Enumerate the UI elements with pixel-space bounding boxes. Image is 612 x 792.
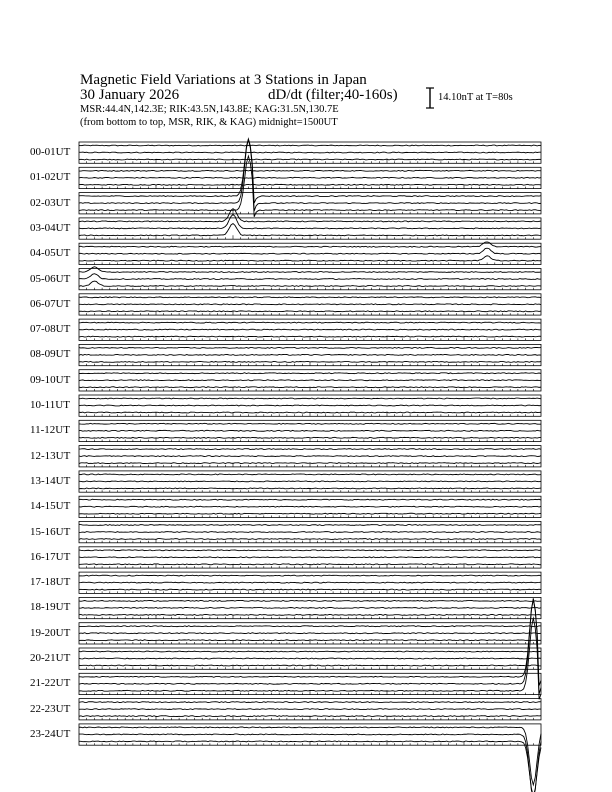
trace-msr bbox=[79, 463, 541, 464]
hour-label: 10-11UT bbox=[30, 399, 70, 411]
trace-kag bbox=[79, 423, 541, 424]
trace-msr bbox=[79, 184, 541, 185]
trace-msr bbox=[79, 437, 541, 438]
trace-msr bbox=[79, 589, 541, 590]
trace-kag bbox=[79, 525, 541, 526]
trace-rik bbox=[79, 506, 541, 507]
scale-label: 14.10nT at T=80s bbox=[438, 92, 513, 103]
trace-kag bbox=[79, 474, 541, 475]
hour-label: 03-04UT bbox=[30, 221, 71, 234]
trace-rik bbox=[79, 658, 541, 659]
trace-kag bbox=[79, 702, 541, 703]
hour-label: 12-13UT bbox=[30, 449, 71, 462]
trace-rik bbox=[79, 481, 541, 482]
hour-label: 18-19UT bbox=[30, 601, 71, 614]
trace-kag bbox=[79, 170, 541, 171]
trace-rik bbox=[79, 456, 541, 457]
hour-label: 00-01UT bbox=[30, 146, 71, 158]
trace-msr bbox=[79, 387, 541, 388]
trace-kag bbox=[79, 398, 541, 399]
trace-kag bbox=[79, 575, 541, 576]
hour-label: 19-20UT bbox=[30, 626, 71, 639]
trace-kag bbox=[79, 626, 541, 627]
station-coordinates: MSR:44.4N,142.3E; RIK:43.5N,143.8E; KAG:31.5N,130.7E bbox=[80, 104, 339, 115]
trace-kag bbox=[79, 600, 541, 601]
trace-kag bbox=[79, 449, 541, 450]
hour-label: 08-09UT bbox=[30, 348, 71, 361]
trace-rik bbox=[79, 709, 541, 710]
trace-rik bbox=[79, 598, 541, 694]
hour-label: 05-06UT bbox=[30, 272, 71, 285]
trace-rik bbox=[79, 354, 541, 355]
trace-rik bbox=[79, 557, 541, 558]
trace-kag bbox=[79, 550, 541, 551]
hour-label: 21-22UT bbox=[30, 677, 71, 690]
chart-date: 30 January 2026 bbox=[80, 87, 180, 103]
trace-rik bbox=[79, 430, 541, 431]
trace-msr bbox=[79, 256, 541, 261]
chart-filter: dD/dt (filter;40-160s) bbox=[268, 87, 398, 103]
trace-rik bbox=[79, 405, 541, 406]
trace-rik bbox=[79, 177, 541, 178]
trace-rik bbox=[79, 633, 541, 634]
hour-label: 20-21UT bbox=[30, 652, 71, 664]
trace-msr bbox=[79, 281, 541, 286]
trace-msr bbox=[79, 412, 541, 413]
hour-label: 14-15UT bbox=[30, 500, 71, 513]
hour-label: 17-18UT bbox=[30, 576, 71, 589]
hour-label: 13-14UT bbox=[30, 474, 71, 487]
trace-rik bbox=[79, 139, 541, 211]
trace-msr bbox=[79, 513, 541, 514]
hour-label: 01-02UT bbox=[30, 171, 71, 184]
trace-msr bbox=[79, 716, 541, 717]
station-order-note: (from bottom to top, MSR, RIK, & KAG) midnight=1500UT bbox=[80, 117, 338, 128]
hour-label: 09-10UT bbox=[30, 373, 71, 386]
trace-rik bbox=[79, 152, 541, 153]
trace-kag bbox=[79, 297, 541, 298]
hour-label: 22-23UT bbox=[30, 702, 71, 715]
hour-label: 11-12UT bbox=[30, 424, 70, 437]
trace-kag bbox=[79, 499, 541, 500]
trace-rik bbox=[79, 248, 541, 254]
trace-rik bbox=[79, 582, 541, 583]
trace-msr bbox=[79, 539, 541, 540]
hour-label: 15-16UT bbox=[30, 525, 71, 538]
hour-label: 04-05UT bbox=[30, 247, 71, 260]
hour-label: 23-24UT bbox=[30, 727, 71, 740]
trace-kag bbox=[79, 373, 541, 374]
trace-msr bbox=[79, 564, 541, 565]
hour-label: 02-03UT bbox=[30, 196, 71, 209]
trace-kag bbox=[79, 651, 541, 652]
hour-label: 07-08UT bbox=[30, 323, 71, 336]
trace-kag bbox=[79, 242, 541, 247]
hour-label: 06-07UT bbox=[30, 297, 71, 310]
trace-rik bbox=[79, 380, 541, 381]
chart-title: Magnetic Field Variations at 3 Stations in Japan bbox=[80, 72, 367, 88]
trace-msr bbox=[79, 336, 541, 337]
trace-msr bbox=[79, 488, 541, 489]
trace-msr bbox=[79, 361, 541, 362]
trace-msr bbox=[79, 159, 541, 160]
trace-rik bbox=[79, 329, 541, 330]
trace-kag bbox=[79, 267, 541, 273]
trace-kag bbox=[79, 347, 541, 348]
trace-rik bbox=[79, 607, 541, 608]
trace-rik bbox=[79, 274, 541, 280]
trace-rik bbox=[79, 304, 541, 305]
trace-kag bbox=[79, 145, 541, 146]
hour-label: 16-17UT bbox=[30, 550, 71, 563]
trace-kag bbox=[79, 322, 541, 323]
trace-rik bbox=[79, 532, 541, 533]
trace-msr bbox=[79, 741, 541, 792]
trace-msr bbox=[79, 224, 541, 236]
trace-kag bbox=[79, 727, 541, 785]
